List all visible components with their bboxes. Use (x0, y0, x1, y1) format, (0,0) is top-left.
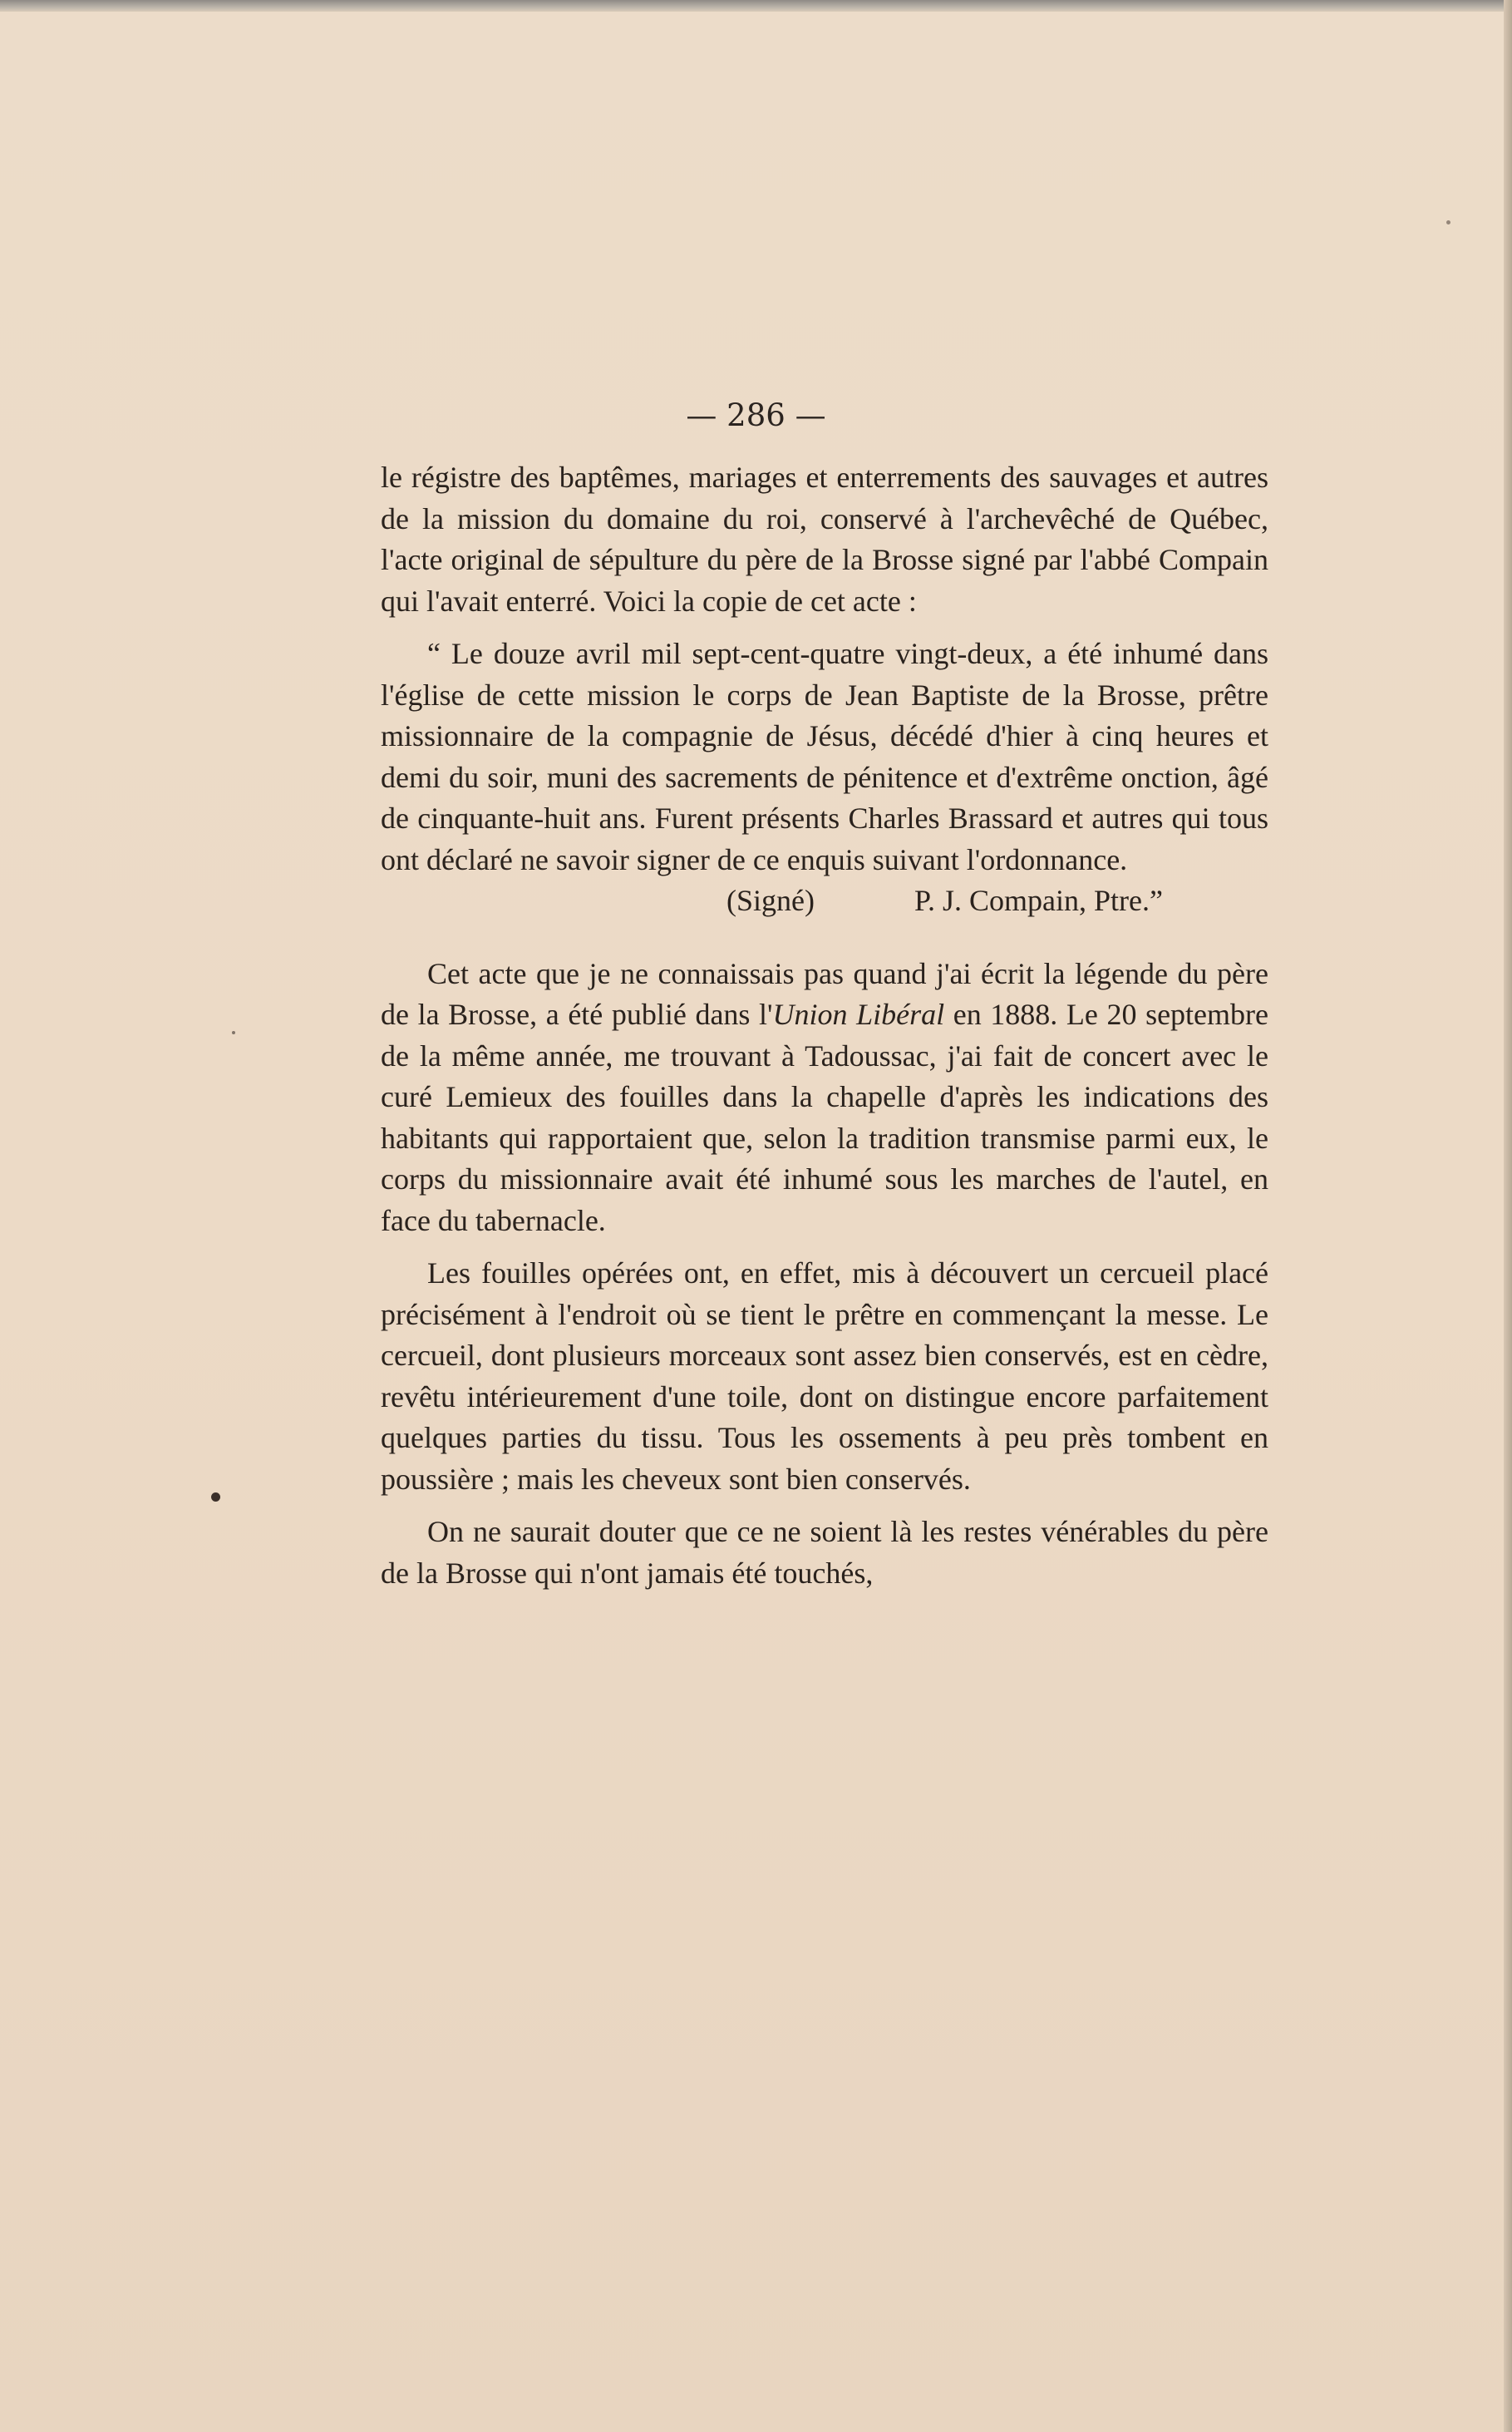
paragraph-publication-end: en 1888. Le 20 septembre de la même année, me trouvant à Tadoussac, j'ai fait de concert avec le curé Lemieux des fouilles dans la chapelle d'après les indications des habitants qui rapportaient que, selon la tradition transmise parmi eux, le corps du missionnaire avait été inhumé sous les marches de l'autel, en face du tabernacle. (381, 998, 1269, 1237)
paragraph-publication (381, 954, 1268, 1242)
signature-label: (Signé) (726, 884, 815, 917)
paragraph-register: le régistre des baptêmes, mariages et enterrements des sauvages et autres de la mission du domaine du roi, conservé à l'archevêché de Québec, l'acte original de sépulture du père de la Brosse signé par l'abbé Compain qui l'avait enterré. Voici la copie de cet acte : (381, 461, 1268, 618)
paragraph-publication-start: Cet acte que je ne connaissais pas quand j'ai écrit la légende du père de la Brosse, a été publié dans l' (381, 956, 1268, 1031)
paragraph-excavation: Les fouilles opérées ont, en effet, mis à découvert un cercueil placé précisément à l'endroit où se tient le prêtre en commençant la messe. Le cercueil, dont plusieurs morceaux sont assez bien conservés, est en cèdre, revêtu intérieurement d'une toile, dont on distingue encore parfaitement quelques parties du tissu. Tous les ossements à peu près tombent en poussière ; mais les cheveux sont bien conservés. (381, 1256, 1268, 1496)
body-text (381, 457, 1268, 1594)
signature-name: P. J. Compain, Ptre.” (914, 884, 1164, 917)
newspaper-title: Union Libéral (772, 998, 945, 1031)
page-number: — 286 — (686, 397, 826, 433)
paragraph-burial-act: “ Le douze avril mil sept-cent-quatre vingt-deux, a été inhumé dans l'église de cette mission le corps de Jean Baptiste de la Brosse, prêtre missionnaire de la compagnie de Jésus, décédé d'hier à cinq heures et demi du soir, muni des sacrements de pénitence et d'extrême onction, âgé de cinquante-huit ans. Furent présents Charles Brassard et autres qui tous ont déclaré ne savoir signer de ce enquis suivant l'ordonnance. (381, 637, 1268, 876)
ink-speck (1446, 220, 1450, 224)
page-top-edge (0, 0, 1512, 12)
ink-speck (211, 1492, 220, 1502)
ink-speck (232, 1031, 235, 1034)
signature-line (381, 881, 1268, 922)
page-right-edge (1504, 0, 1512, 2432)
paragraph-remains: On ne saurait douter que ce ne soient là les restes vénérables du père de la Brosse qui n'ont jamais été touchés, (381, 1515, 1268, 1590)
